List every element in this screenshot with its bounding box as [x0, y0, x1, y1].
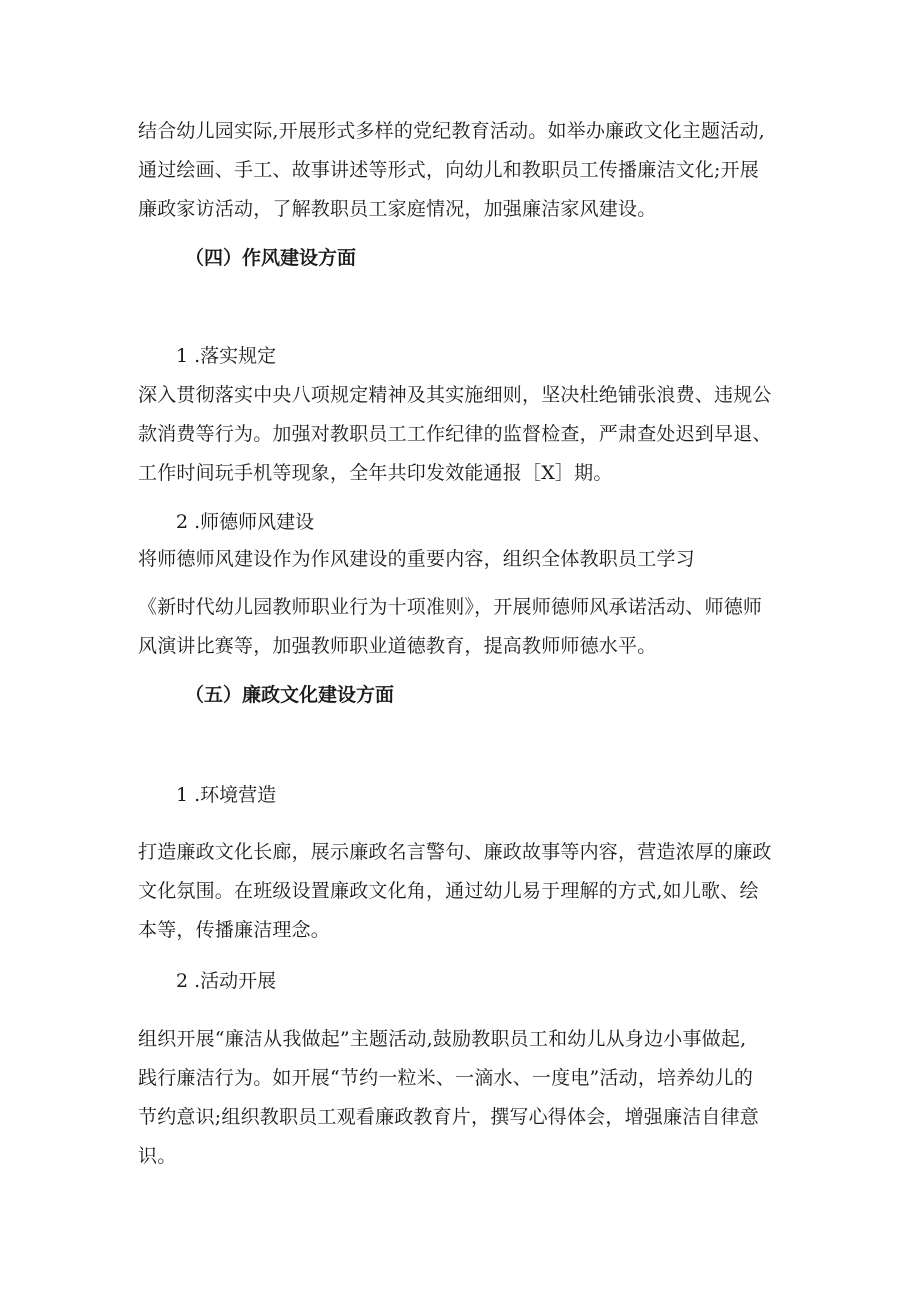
paragraph-line: 通过绘画、手工、故事讲述等形式，向幼儿和教职员工传播廉洁文化;开展	[138, 159, 760, 181]
paragraph-line: 识。	[138, 1145, 177, 1167]
item-title: 2 .师德师风建设	[176, 511, 315, 533]
paragraph-line: 款消费等行为。加强对教职员工工作纪律的监督检查，严肃查处迟到早退、	[138, 423, 772, 445]
paragraph-line: 风演讲比赛等，加强教师职业道德教育，提高教师师德水平。	[138, 635, 657, 657]
item-title: 1 .落实规定	[176, 345, 277, 367]
paragraph-line: 践行廉洁行为。如开展“节约一粒米、一滴水、一度电”活动，培养幼儿的	[138, 1067, 754, 1089]
section-heading: （四）作风建设方面	[185, 247, 357, 269]
paragraph-line: 工作时间玩手机等现象，全年共印发效能通报［X］期。	[138, 462, 613, 484]
item-title: 2 .活动开展	[176, 970, 277, 992]
paragraph-line: 文化氛围。在班级设置廉政文化角，通过幼儿易于理解的方式,如儿歌、绘	[138, 880, 759, 902]
paragraph-line: 廉政家访活动，了解教职员工家庭情况，加强廉洁家风建设。	[138, 198, 657, 220]
paragraph-line: 《新时代幼儿园教师职业行为十项准则》，开展师德师风承诺活动、师德师	[138, 596, 763, 618]
paragraph-line: 将师德师风建设作为作风建设的重要内容，组织全体教职员工学习	[138, 548, 695, 570]
paragraph-line: 打造廉政文化长廊，展示廉政名言警句、廉政故事等内容，营造浓厚的廉政	[138, 841, 772, 863]
paragraph-line: 组织开展“廉洁从我做起”主题活动,鼓励教职员工和幼儿从身边小事做起,	[138, 1028, 747, 1050]
paragraph-line: 结合幼儿园实际,开展形式多样的党纪教育活动。如举办廉政文化主题活动,	[138, 120, 765, 142]
section-heading: （五）廉政文化建设方面	[185, 684, 395, 706]
item-title: 1 .环境营造	[176, 784, 277, 806]
paragraph-line: 深入贯彻落实中央八项规定精神及其实施细则，坚决杜绝铺张浪费、违规公	[138, 384, 772, 406]
paragraph-line: 节约意识;组织教职员工观看廉政教育片，撰写心得体会，增强廉洁自律意	[138, 1106, 760, 1128]
paragraph-line: 本等，传播廉洁理念。	[138, 919, 331, 941]
